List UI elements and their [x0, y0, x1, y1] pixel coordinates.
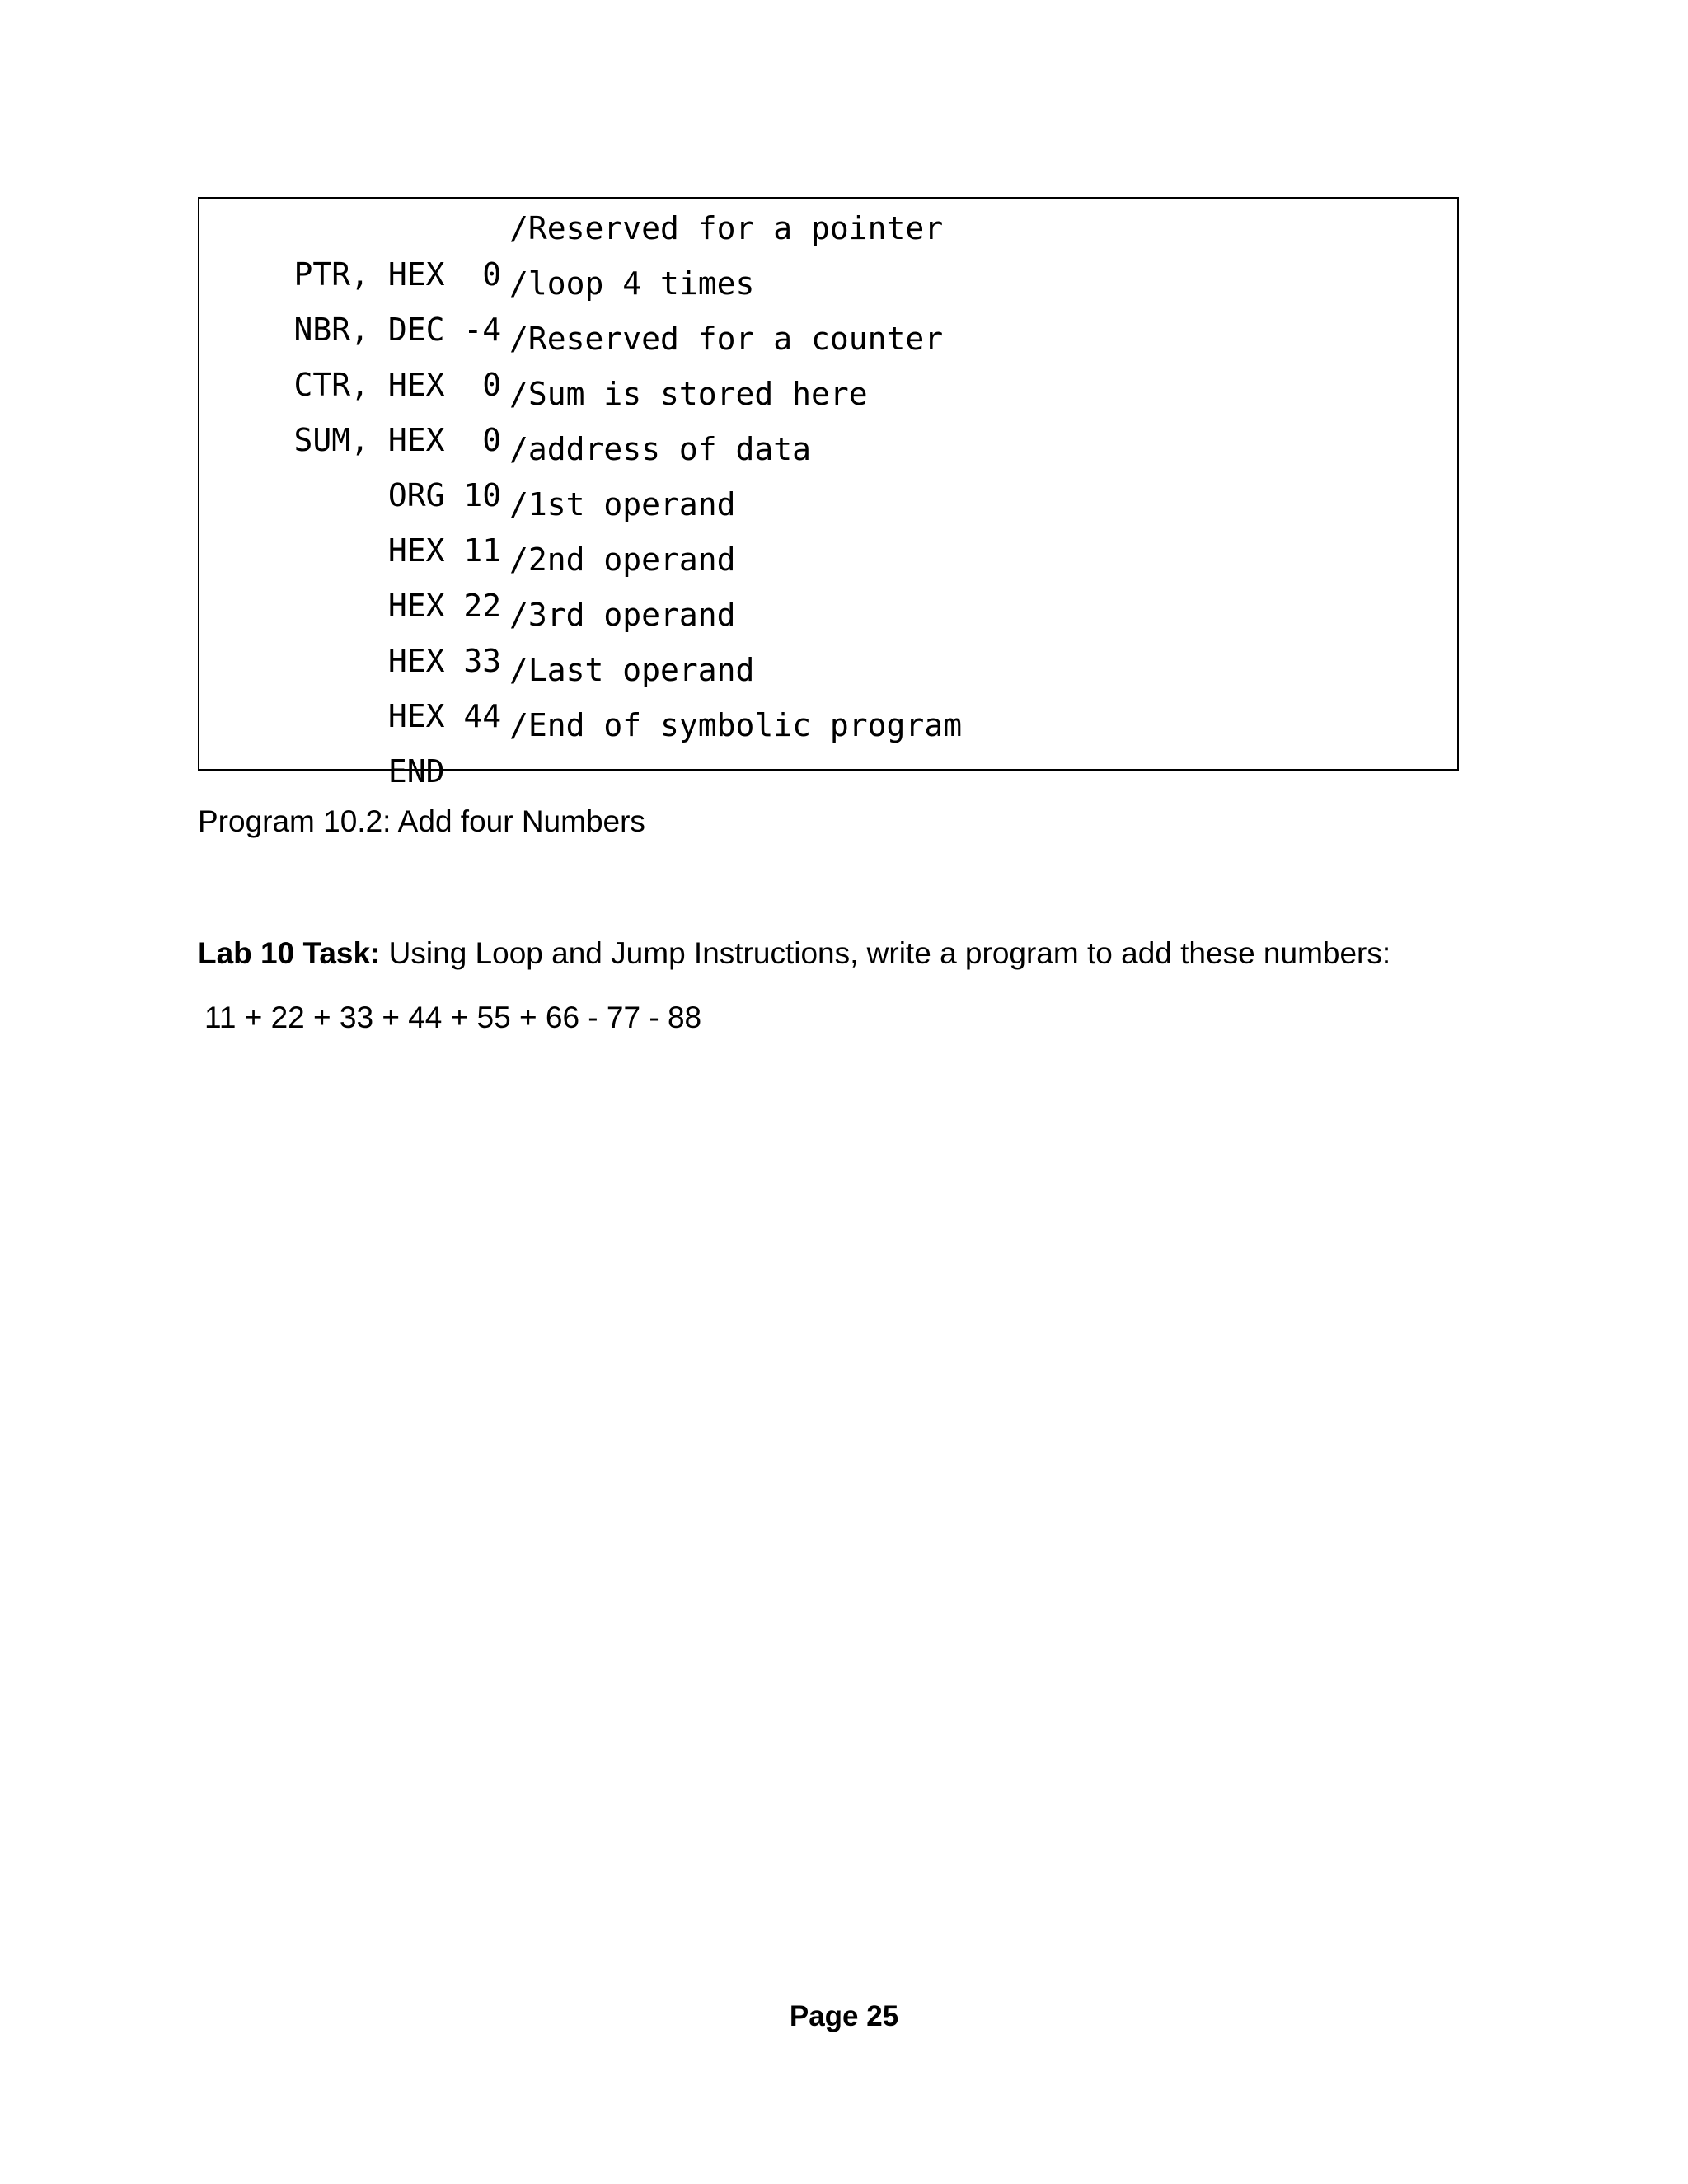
code-comment: /Last operand [509, 652, 755, 688]
code-line [218, 647, 755, 734]
code-instruction: CTR, HEX 0 [293, 367, 502, 403]
code-comment: /End of symbolic program [509, 707, 963, 743]
code-line [218, 702, 963, 790]
task-label: Lab 10 Task: [198, 936, 381, 970]
code-instruction: NBR, DEC -4 [293, 312, 502, 348]
code-comment: /address of data [509, 431, 812, 467]
code-instruction: SUM, HEX 0 [293, 422, 502, 458]
task-text: Using Loop and Jump Instructions, write a program to add these numbers: [380, 936, 1391, 970]
code-instruction: HEX 11 [293, 532, 502, 569]
code-instruction: HEX 44 [293, 698, 502, 734]
program-caption: Program 10.2: Add four Numbers [198, 804, 645, 838]
code-comment: /2nd operand [509, 541, 736, 578]
code-comment: /loop 4 times [509, 265, 755, 302]
code-comment: /3rd operand [509, 597, 736, 633]
code-instruction: ORG 10 [293, 477, 502, 513]
lab-task [198, 933, 1390, 974]
code-comment: /Reserved for a pointer [509, 210, 944, 246]
code-listing-box [198, 197, 1459, 790]
code-instruction: HEX 22 [293, 588, 502, 624]
code-comment: /Reserved for a counter [509, 321, 944, 357]
code-line [218, 260, 755, 348]
page-number: Page 25 [789, 2000, 899, 2032]
code-instruction: HEX 33 [293, 643, 502, 679]
task-expression: 11 + 22 + 33 + 44 + 55 + 66 - 77 - 88 [204, 1001, 702, 1034]
code-comment: /1st operand [509, 486, 736, 523]
code-instruction: PTR, HEX 0 [293, 256, 502, 293]
code-comment: /Sum is stored here [509, 376, 868, 412]
code-instruction: END [293, 753, 445, 790]
